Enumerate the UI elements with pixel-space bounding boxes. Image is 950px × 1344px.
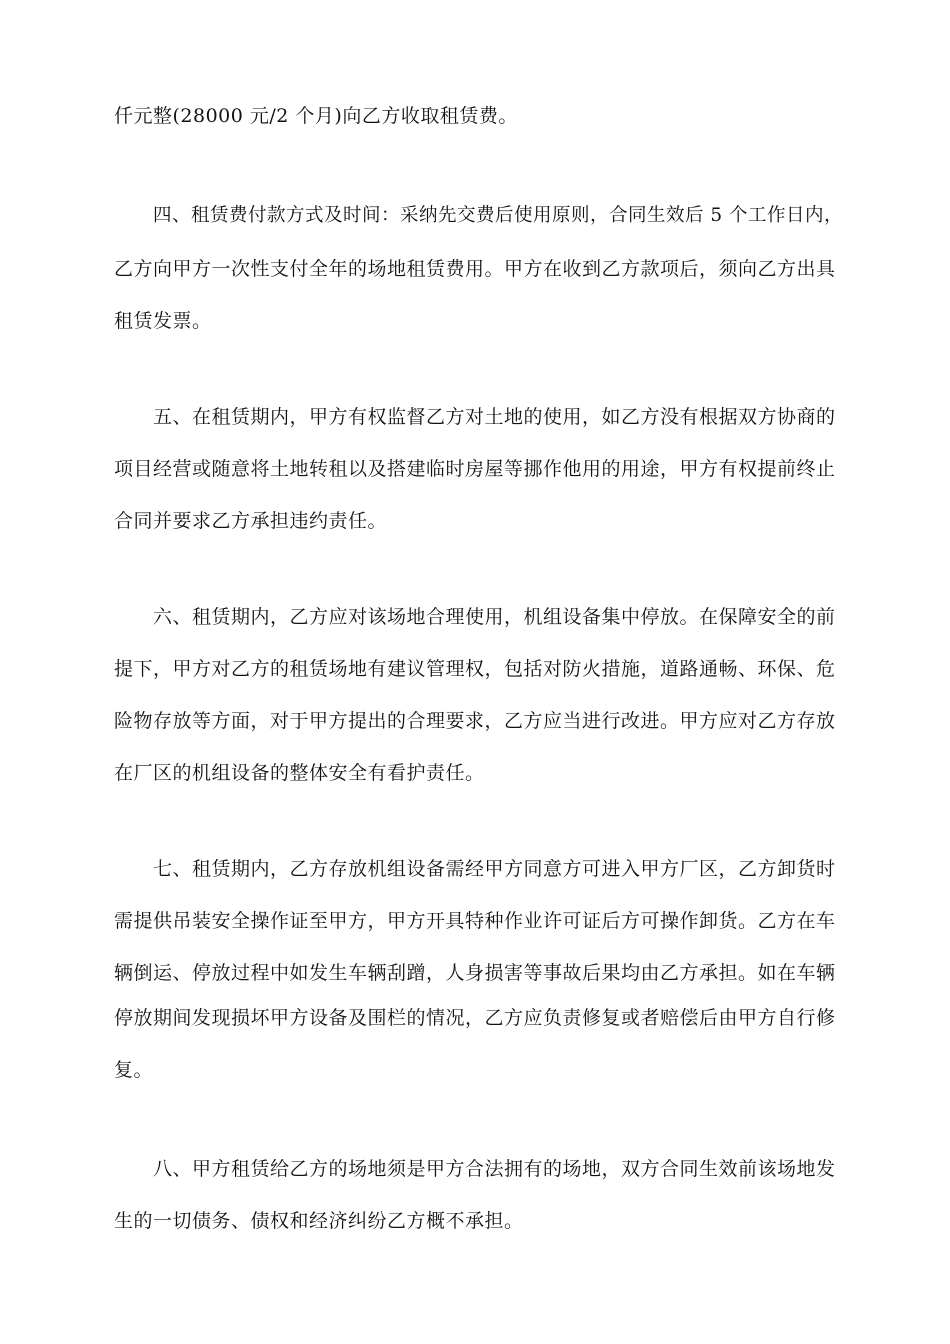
paragraph-6-line-4: 在厂区的机组设备的整体安全有看护责任。 [114, 762, 485, 784]
paragraph-5-line-2: 项目经营或随意将土地转租以及搭建临时房屋等挪作他用的用途，甲方有权提前终止 [114, 458, 836, 480]
paragraph-8-line-2: 生的一切债务、债权和经济纠纷乙方概不承担。 [114, 1210, 524, 1232]
paragraph-5-line-3: 合同并要求乙方承担违约责任。 [114, 510, 388, 532]
paragraph-7-line-3: 辆倒运、停放过程中如发生车辆刮蹭，人身损害等事故后果均由乙方承担。如在车辆 [114, 962, 836, 984]
paragraph-6-line-2: 提下，甲方对乙方的租赁场地有建议管理权，包括对防火措施，道路通畅、环保、危 [114, 658, 836, 680]
paragraph-4-line-3: 租赁发票。 [114, 310, 212, 332]
paragraph-7-line-4: 停放期间发现损坏甲方设备及围栏的情况，乙方应负责修复或者赔偿后由甲方自行修 [114, 1007, 836, 1029]
paragraph-7-line-5: 复。 [114, 1059, 154, 1081]
paragraph-6-line-3: 险物存放等方面，对于甲方提出的合理要求，乙方应当进行改进。甲方应对乙方存放 [114, 710, 836, 732]
paragraph-7-line-1: 七、租赁期内，乙方存放机组设备需经甲方同意方可进入甲方厂区，乙方卸货时 [153, 858, 836, 880]
paragraph-5-line-1: 五、在租赁期内，甲方有权监督乙方对土地的使用，如乙方没有根据双方协商的 [153, 406, 836, 428]
paragraph-4-line-2: 乙方向甲方一次性支付全年的场地租赁费用。甲方在收到乙方款项后，须向乙方出具 [114, 258, 836, 280]
paragraph-7-line-2: 需提供吊装安全操作证至甲方，甲方开具特种作业许可证后方可操作卸货。乙方在车 [114, 910, 836, 932]
paragraph-4-line-1: 四、租赁费付款方式及时间：采纳先交费后使用原则，合同生效后 5 个工作日内， [153, 205, 844, 226]
paragraph-6-line-1: 六、租赁期内，乙方应对该场地合理使用，机组设备集中停放。在保障安全的前 [153, 606, 836, 628]
paragraph-8-line-1: 八、甲方租赁给乙方的场地须是甲方合法拥有的场地，双方合同生效前该场地发 [153, 1158, 836, 1180]
paragraph-3-line-1: 仟元整(28000 元/2 个月)向乙方收取租赁费。 [114, 105, 518, 127]
